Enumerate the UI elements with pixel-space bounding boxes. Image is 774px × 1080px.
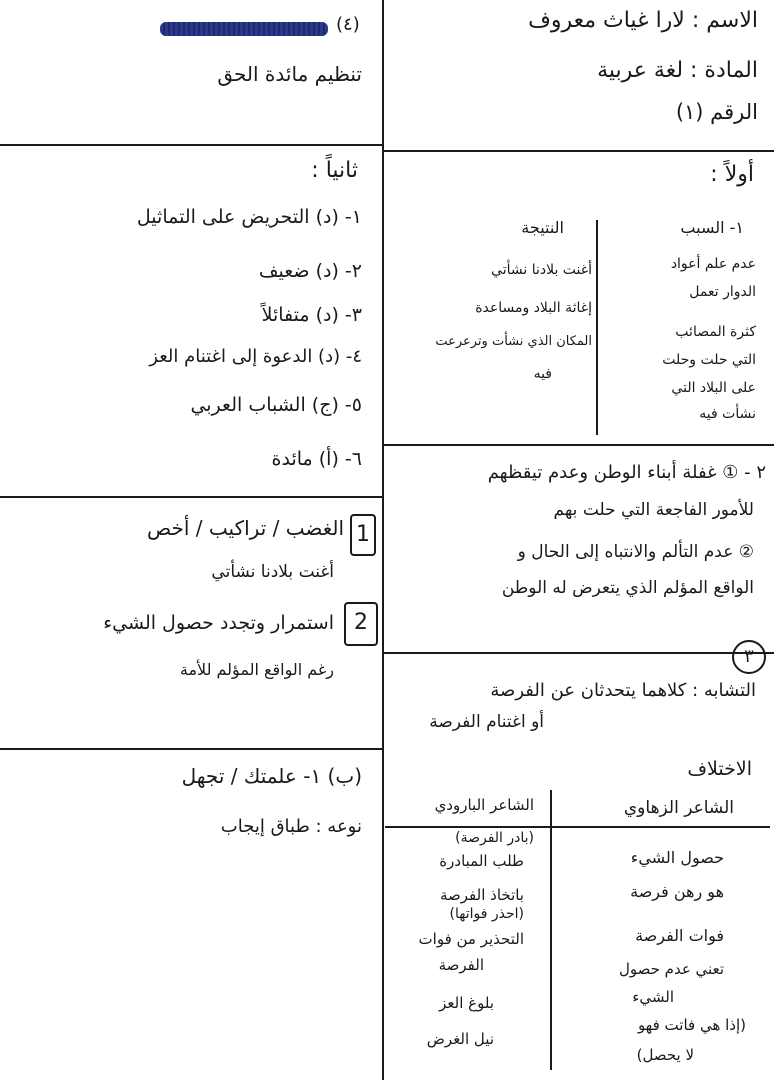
table-header-cause: ١- السبب <box>680 218 744 237</box>
poets-column-divider <box>550 790 552 1070</box>
scribbled-out-text <box>160 22 328 36</box>
baroudi-line: (بادر الفرصة) <box>455 830 534 846</box>
q2-line: ٢ - ① غفلة أبناء الوطن وعدم تيقظهم <box>487 462 766 483</box>
section-second-label: ثانياً : <box>311 158 358 183</box>
difference-label: الاختلاف <box>687 758 752 780</box>
number-line: الرقم (١) <box>675 100 758 124</box>
zahawi-line: (إذا هي فاتت فهو <box>637 1016 746 1034</box>
right-divider-1 <box>382 150 774 152</box>
result-line: أغنت بلادنا نشأتي <box>491 262 592 278</box>
q3-number: ٣ <box>732 640 766 674</box>
cause-line: عدم علم أعواد <box>670 256 756 272</box>
right-divider-3 <box>382 652 774 654</box>
box1-line: الغضب / تراكيب / أخص <box>147 516 344 540</box>
answer-line: ٤- (د) الدعوة إلى اغتنام العز <box>149 346 362 367</box>
zahawi-line: هو رهن فرصة <box>630 882 724 901</box>
box1-line: أغنت بلادنا نشأتي <box>211 562 334 582</box>
cause-line: التي حلت وحلت <box>662 352 756 368</box>
table-header-result: النتيجة <box>521 218 564 237</box>
baroudi-line: (احذر فواتها) <box>449 906 524 922</box>
zahawi-header: الشاعر الزهاوي <box>623 798 734 818</box>
student-name: الاسم : لارا غياث معروف <box>528 8 758 33</box>
cause-line: كثرة المصائب <box>675 324 756 340</box>
left-divider-2 <box>0 496 382 498</box>
similarity-line: التشابه : كلاهما يتحدثان عن الفرصة <box>490 680 756 701</box>
answer-line: ٣- (د) متفائلاً <box>261 304 362 326</box>
b-answer-line: نوعه : طباق إيجاب <box>220 816 362 837</box>
box2-line: رغم الواقع المؤلم للأمة <box>179 660 334 679</box>
baroudi-line: نيل الغرض <box>426 1030 494 1048</box>
baroudi-line: باتخاذ الفرصة <box>439 886 524 904</box>
box-number-2: 2 <box>344 602 378 646</box>
result-line: فيه <box>533 366 552 382</box>
q4-number: (٤) <box>336 14 360 35</box>
q2-line: الواقع المؤلم الذي يتعرض له الوطن <box>501 578 754 598</box>
b-answer-line: (ب) ١- علمتك / تجهل <box>181 764 362 788</box>
zahawi-line: تعني عدم حصول <box>618 960 724 978</box>
cause-line: نشأت فيه <box>699 406 756 422</box>
q2-line: ② عدم التألم والانتباه إلى الحال و <box>517 542 754 562</box>
baroudi-header: الشاعر البارودي <box>434 796 534 814</box>
box-number-1: 1 <box>350 514 376 556</box>
subject-line: المادة : لغة عربية <box>597 58 758 83</box>
baroudi-line: الفرصة <box>438 956 484 974</box>
answer-line: ٢- (د) ضعيف <box>258 260 362 282</box>
cause-line: على البلاد التي <box>671 380 756 396</box>
box2-line: استمرار وتجدد حصول الشيء <box>103 612 334 634</box>
answer-line: ٦- (أ) مائدة <box>271 448 362 470</box>
zahawi-line: فوات الفرصة <box>635 926 724 945</box>
right-divider-2 <box>382 444 774 446</box>
left-divider-3 <box>0 748 382 750</box>
section-first-label: أولاً : <box>710 162 754 187</box>
answer-line: ٥- (ج) الشباب العربي <box>190 394 362 416</box>
cause-line: الدوار تعمل <box>689 284 756 300</box>
poets-header-underline <box>385 826 770 828</box>
q2-line: للأمور الفاجعة التي حلت بهم <box>553 500 754 520</box>
table-column-divider <box>596 220 598 435</box>
baroudi-line: التحذير من فوات <box>418 930 524 948</box>
baroudi-line: طلب المبادرة <box>439 852 524 870</box>
header-title: تنظيم مائدة الحق <box>217 62 362 86</box>
zahawi-line: الشيء <box>632 988 674 1006</box>
zahawi-line: حصول الشيء <box>630 848 724 867</box>
answer-line: ١- (د) التحريض على التماثيل <box>136 206 362 228</box>
similarity-line: أو اغتنام الفرصة <box>429 712 544 732</box>
result-line: إغاثة البلاد ومساعدة <box>475 300 592 316</box>
left-divider-1 <box>0 144 382 146</box>
page-divider <box>382 0 384 1080</box>
zahawi-line: لا يحصل) <box>636 1046 694 1064</box>
baroudi-line: بلوغ العز <box>439 994 494 1012</box>
result-line: المكان الذي نشأت وترعرعت <box>435 334 592 349</box>
